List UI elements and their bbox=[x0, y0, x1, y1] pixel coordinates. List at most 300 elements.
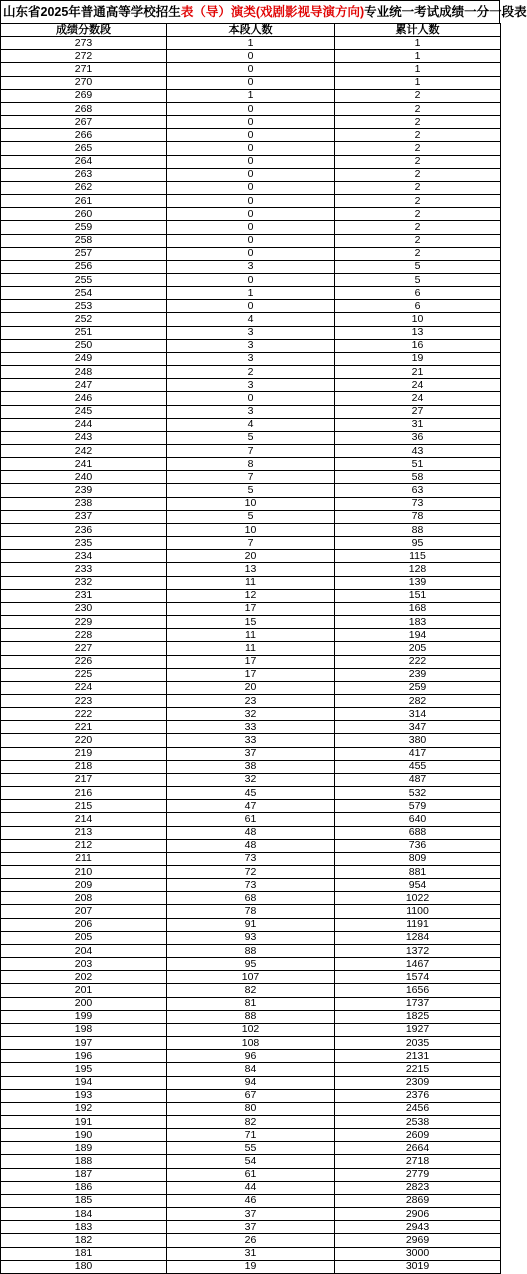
cell-cumulative-count: 1 bbox=[335, 37, 501, 50]
cell-score: 180 bbox=[1, 1260, 167, 1273]
cell-cumulative-count: 2 bbox=[335, 195, 501, 208]
cell-score: 212 bbox=[1, 839, 167, 852]
cell-score: 249 bbox=[1, 352, 167, 365]
table-row bbox=[1, 813, 501, 826]
cell-score: 192 bbox=[1, 1102, 167, 1115]
table-row bbox=[1, 958, 501, 971]
cell-score: 236 bbox=[1, 523, 167, 536]
cell-cumulative-count: 24 bbox=[335, 392, 501, 405]
table-row bbox=[1, 1089, 501, 1102]
cell-segment-count: 84 bbox=[167, 1063, 335, 1076]
table-row bbox=[1, 379, 501, 392]
cell-cumulative-count: 2 bbox=[335, 234, 501, 247]
cell-score: 194 bbox=[1, 1076, 167, 1089]
table-row bbox=[1, 63, 501, 76]
cell-segment-count: 108 bbox=[167, 1037, 335, 1050]
table-row bbox=[1, 826, 501, 839]
cell-score: 206 bbox=[1, 918, 167, 931]
cell-segment-count: 88 bbox=[167, 1010, 335, 1023]
cell-segment-count: 0 bbox=[167, 116, 335, 129]
cell-cumulative-count: 73 bbox=[335, 497, 501, 510]
cell-cumulative-count: 27 bbox=[335, 405, 501, 418]
cell-segment-count: 32 bbox=[167, 773, 335, 786]
cell-score: 211 bbox=[1, 852, 167, 865]
cell-score: 210 bbox=[1, 866, 167, 879]
cell-segment-count: 80 bbox=[167, 1102, 335, 1115]
cell-segment-count: 0 bbox=[167, 129, 335, 142]
table-row bbox=[1, 905, 501, 918]
table-row bbox=[1, 708, 501, 721]
cell-segment-count: 0 bbox=[167, 168, 335, 181]
cell-cumulative-count: 2 bbox=[335, 142, 501, 155]
table-row bbox=[1, 1208, 501, 1221]
table-row bbox=[1, 366, 501, 379]
table-row bbox=[1, 563, 501, 576]
cell-segment-count: 107 bbox=[167, 971, 335, 984]
cell-score: 230 bbox=[1, 602, 167, 615]
table-row bbox=[1, 405, 501, 418]
cell-cumulative-count: 239 bbox=[335, 668, 501, 681]
cell-score: 217 bbox=[1, 773, 167, 786]
cell-cumulative-count: 2131 bbox=[335, 1050, 501, 1063]
cell-cumulative-count: 417 bbox=[335, 747, 501, 760]
cell-segment-count: 46 bbox=[167, 1194, 335, 1207]
cell-segment-count: 17 bbox=[167, 602, 335, 615]
cell-cumulative-count: 347 bbox=[335, 721, 501, 734]
cell-score: 201 bbox=[1, 984, 167, 997]
cell-segment-count: 71 bbox=[167, 1129, 335, 1142]
cell-cumulative-count: 88 bbox=[335, 523, 501, 536]
cell-segment-count: 61 bbox=[167, 813, 335, 826]
table-row bbox=[1, 1115, 501, 1128]
table-row bbox=[1, 866, 501, 879]
cell-segment-count: 94 bbox=[167, 1076, 335, 1089]
cell-cumulative-count: 736 bbox=[335, 839, 501, 852]
cell-cumulative-count: 128 bbox=[335, 563, 501, 576]
table-row bbox=[1, 326, 501, 339]
cell-score: 260 bbox=[1, 208, 167, 221]
cell-score: 265 bbox=[1, 142, 167, 155]
cell-score: 235 bbox=[1, 537, 167, 550]
cell-segment-count: 37 bbox=[167, 1221, 335, 1234]
cell-cumulative-count: 487 bbox=[335, 773, 501, 786]
cell-cumulative-count: 183 bbox=[335, 616, 501, 629]
cell-cumulative-count: 2309 bbox=[335, 1076, 501, 1089]
table-row bbox=[1, 300, 501, 313]
cell-segment-count: 33 bbox=[167, 721, 335, 734]
cell-segment-count: 11 bbox=[167, 629, 335, 642]
table-row bbox=[1, 655, 501, 668]
cell-score: 224 bbox=[1, 681, 167, 694]
cell-cumulative-count: 3019 bbox=[335, 1260, 501, 1273]
cell-segment-count: 37 bbox=[167, 747, 335, 760]
cell-score: 195 bbox=[1, 1063, 167, 1076]
cell-cumulative-count: 2718 bbox=[335, 1155, 501, 1168]
cell-score: 258 bbox=[1, 234, 167, 247]
table-row bbox=[1, 984, 501, 997]
cell-segment-count: 4 bbox=[167, 418, 335, 431]
cell-cumulative-count: 2969 bbox=[335, 1234, 501, 1247]
cell-cumulative-count: 1 bbox=[335, 76, 501, 89]
table-row bbox=[1, 721, 501, 734]
cell-score: 186 bbox=[1, 1181, 167, 1194]
cell-cumulative-count: 314 bbox=[335, 708, 501, 721]
cell-score: 269 bbox=[1, 89, 167, 102]
cell-cumulative-count: 2943 bbox=[335, 1221, 501, 1234]
table-row bbox=[1, 944, 501, 957]
cell-segment-count: 0 bbox=[167, 102, 335, 115]
table-row bbox=[1, 208, 501, 221]
cell-score: 237 bbox=[1, 510, 167, 523]
cell-score: 263 bbox=[1, 168, 167, 181]
cell-cumulative-count: 1737 bbox=[335, 997, 501, 1010]
cell-score: 239 bbox=[1, 484, 167, 497]
cell-cumulative-count: 1 bbox=[335, 63, 501, 76]
table-row bbox=[1, 1076, 501, 1089]
table-row bbox=[1, 1063, 501, 1076]
header-segment-count: 本段人数 bbox=[167, 24, 335, 37]
cell-cumulative-count: 259 bbox=[335, 681, 501, 694]
cell-cumulative-count: 532 bbox=[335, 787, 501, 800]
cell-segment-count: 0 bbox=[167, 221, 335, 234]
cell-cumulative-count: 2538 bbox=[335, 1115, 501, 1128]
cell-score: 267 bbox=[1, 116, 167, 129]
cell-score: 228 bbox=[1, 629, 167, 642]
table-row bbox=[1, 234, 501, 247]
cell-segment-count: 1 bbox=[167, 287, 335, 300]
cell-segment-count: 1 bbox=[167, 89, 335, 102]
cell-cumulative-count: 58 bbox=[335, 471, 501, 484]
cell-segment-count: 10 bbox=[167, 497, 335, 510]
table-row bbox=[1, 668, 501, 681]
cell-cumulative-count: 2 bbox=[335, 181, 501, 194]
cell-cumulative-count: 36 bbox=[335, 431, 501, 444]
cell-cumulative-count: 2779 bbox=[335, 1168, 501, 1181]
cell-score: 241 bbox=[1, 458, 167, 471]
table-row bbox=[1, 734, 501, 747]
table-row bbox=[1, 431, 501, 444]
cell-cumulative-count: 16 bbox=[335, 339, 501, 352]
cell-segment-count: 4 bbox=[167, 313, 335, 326]
cell-score: 198 bbox=[1, 1023, 167, 1036]
cell-score: 185 bbox=[1, 1194, 167, 1207]
cell-segment-count: 0 bbox=[167, 181, 335, 194]
cell-segment-count: 95 bbox=[167, 958, 335, 971]
table-row bbox=[1, 37, 501, 50]
cell-segment-count: 15 bbox=[167, 616, 335, 629]
table-row bbox=[1, 129, 501, 142]
cell-segment-count: 26 bbox=[167, 1234, 335, 1247]
cell-segment-count: 0 bbox=[167, 273, 335, 286]
table-row bbox=[1, 1129, 501, 1142]
table-row bbox=[1, 642, 501, 655]
cell-score: 229 bbox=[1, 616, 167, 629]
cell-cumulative-count: 6 bbox=[335, 300, 501, 313]
table-row bbox=[1, 260, 501, 273]
cell-segment-count: 48 bbox=[167, 826, 335, 839]
cell-segment-count: 54 bbox=[167, 1155, 335, 1168]
cell-cumulative-count: 2823 bbox=[335, 1181, 501, 1194]
cell-segment-count: 11 bbox=[167, 576, 335, 589]
cell-cumulative-count: 78 bbox=[335, 510, 501, 523]
cell-segment-count: 44 bbox=[167, 1181, 335, 1194]
cell-segment-count: 19 bbox=[167, 1260, 335, 1273]
table-row bbox=[1, 155, 501, 168]
table-row bbox=[1, 273, 501, 286]
table-row bbox=[1, 287, 501, 300]
cell-segment-count: 72 bbox=[167, 866, 335, 879]
cell-score: 220 bbox=[1, 734, 167, 747]
cell-score: 190 bbox=[1, 1129, 167, 1142]
cell-cumulative-count: 2215 bbox=[335, 1063, 501, 1076]
table-body bbox=[1, 37, 501, 1274]
cell-score: 222 bbox=[1, 708, 167, 721]
cell-score: 257 bbox=[1, 247, 167, 260]
cell-segment-count: 11 bbox=[167, 642, 335, 655]
cell-segment-count: 5 bbox=[167, 431, 335, 444]
title-part-3: 专业统一考试成绩一分一段表 bbox=[364, 5, 527, 19]
table-row bbox=[1, 918, 501, 931]
cell-cumulative-count: 282 bbox=[335, 694, 501, 707]
cell-segment-count: 0 bbox=[167, 300, 335, 313]
cell-segment-count: 10 bbox=[167, 523, 335, 536]
cell-segment-count: 0 bbox=[167, 247, 335, 260]
table-row bbox=[1, 50, 501, 63]
table-row bbox=[1, 181, 501, 194]
table-row bbox=[1, 1142, 501, 1155]
cell-segment-count: 5 bbox=[167, 484, 335, 497]
cell-segment-count: 3 bbox=[167, 352, 335, 365]
table-row bbox=[1, 523, 501, 536]
table-row bbox=[1, 1037, 501, 1050]
cell-cumulative-count: 2 bbox=[335, 116, 501, 129]
cell-score: 231 bbox=[1, 589, 167, 602]
table-row bbox=[1, 1023, 501, 1036]
table-row bbox=[1, 168, 501, 181]
cell-segment-count: 96 bbox=[167, 1050, 335, 1063]
cell-segment-count: 45 bbox=[167, 787, 335, 800]
cell-score: 244 bbox=[1, 418, 167, 431]
cell-segment-count: 55 bbox=[167, 1142, 335, 1155]
cell-score: 225 bbox=[1, 668, 167, 681]
table-row bbox=[1, 510, 501, 523]
cell-segment-count: 17 bbox=[167, 668, 335, 681]
cell-score: 248 bbox=[1, 366, 167, 379]
cell-segment-count: 20 bbox=[167, 550, 335, 563]
cell-score: 238 bbox=[1, 497, 167, 510]
table-row bbox=[1, 1247, 501, 1260]
cell-cumulative-count: 194 bbox=[335, 629, 501, 642]
cell-cumulative-count: 2376 bbox=[335, 1089, 501, 1102]
cell-segment-count: 47 bbox=[167, 800, 335, 813]
table-row bbox=[1, 1194, 501, 1207]
cell-segment-count: 67 bbox=[167, 1089, 335, 1102]
table-row bbox=[1, 484, 501, 497]
cell-cumulative-count: 3000 bbox=[335, 1247, 501, 1260]
cell-cumulative-count: 10 bbox=[335, 313, 501, 326]
table-row bbox=[1, 339, 501, 352]
table-row bbox=[1, 1010, 501, 1023]
cell-cumulative-count: 1927 bbox=[335, 1023, 501, 1036]
table-row bbox=[1, 1155, 501, 1168]
table-row bbox=[1, 879, 501, 892]
cell-cumulative-count: 2 bbox=[335, 129, 501, 142]
cell-cumulative-count: 95 bbox=[335, 537, 501, 550]
cell-cumulative-count: 2035 bbox=[335, 1037, 501, 1050]
cell-cumulative-count: 51 bbox=[335, 458, 501, 471]
table-row bbox=[1, 221, 501, 234]
cell-segment-count: 37 bbox=[167, 1208, 335, 1221]
cell-cumulative-count: 2664 bbox=[335, 1142, 501, 1155]
cell-score: 271 bbox=[1, 63, 167, 76]
cell-score: 272 bbox=[1, 50, 167, 63]
table-row bbox=[1, 392, 501, 405]
cell-segment-count: 8 bbox=[167, 458, 335, 471]
cell-segment-count: 73 bbox=[167, 879, 335, 892]
cell-segment-count: 0 bbox=[167, 155, 335, 168]
cell-score: 197 bbox=[1, 1037, 167, 1050]
table-row bbox=[1, 352, 501, 365]
cell-segment-count: 73 bbox=[167, 852, 335, 865]
cell-score: 200 bbox=[1, 997, 167, 1010]
cell-score: 252 bbox=[1, 313, 167, 326]
table-row bbox=[1, 787, 501, 800]
cell-cumulative-count: 2906 bbox=[335, 1208, 501, 1221]
table-row bbox=[1, 1260, 501, 1273]
cell-cumulative-count: 1825 bbox=[335, 1010, 501, 1023]
cell-score: 254 bbox=[1, 287, 167, 300]
table-row bbox=[1, 629, 501, 642]
header-score: 成绩分数段 bbox=[1, 24, 167, 37]
cell-segment-count: 3 bbox=[167, 405, 335, 418]
table-row bbox=[1, 839, 501, 852]
header-cumulative-count: 累计人数 bbox=[335, 24, 501, 37]
cell-cumulative-count: 31 bbox=[335, 418, 501, 431]
cell-cumulative-count: 2 bbox=[335, 89, 501, 102]
cell-segment-count: 88 bbox=[167, 944, 335, 957]
cell-score: 259 bbox=[1, 221, 167, 234]
cell-score: 196 bbox=[1, 1050, 167, 1063]
cell-segment-count: 23 bbox=[167, 694, 335, 707]
cell-segment-count: 48 bbox=[167, 839, 335, 852]
cell-score: 218 bbox=[1, 760, 167, 773]
cell-cumulative-count: 1100 bbox=[335, 905, 501, 918]
table-row bbox=[1, 458, 501, 471]
cell-score: 207 bbox=[1, 905, 167, 918]
cell-segment-count: 13 bbox=[167, 563, 335, 576]
cell-segment-count: 0 bbox=[167, 195, 335, 208]
cell-cumulative-count: 1372 bbox=[335, 944, 501, 957]
table-row bbox=[1, 445, 501, 458]
cell-cumulative-count: 1467 bbox=[335, 958, 501, 971]
cell-segment-count: 7 bbox=[167, 471, 335, 484]
table-row bbox=[1, 971, 501, 984]
cell-cumulative-count: 2 bbox=[335, 155, 501, 168]
cell-score: 191 bbox=[1, 1115, 167, 1128]
cell-score: 234 bbox=[1, 550, 167, 563]
cell-cumulative-count: 2 bbox=[335, 221, 501, 234]
cell-score: 204 bbox=[1, 944, 167, 957]
cell-score: 188 bbox=[1, 1155, 167, 1168]
cell-segment-count: 3 bbox=[167, 379, 335, 392]
cell-segment-count: 0 bbox=[167, 50, 335, 63]
cell-segment-count: 81 bbox=[167, 997, 335, 1010]
table-row bbox=[1, 1050, 501, 1063]
cell-cumulative-count: 380 bbox=[335, 734, 501, 747]
cell-cumulative-count: 5 bbox=[335, 273, 501, 286]
cell-segment-count: 102 bbox=[167, 1023, 335, 1036]
cell-segment-count: 91 bbox=[167, 918, 335, 931]
cell-cumulative-count: 1 bbox=[335, 50, 501, 63]
cell-cumulative-count: 2 bbox=[335, 208, 501, 221]
table-header-row bbox=[1, 24, 501, 37]
cell-segment-count: 7 bbox=[167, 445, 335, 458]
cell-score: 183 bbox=[1, 1221, 167, 1234]
cell-segment-count: 5 bbox=[167, 510, 335, 523]
table-row bbox=[1, 102, 501, 115]
cell-segment-count: 68 bbox=[167, 892, 335, 905]
cell-score: 189 bbox=[1, 1142, 167, 1155]
cell-score: 264 bbox=[1, 155, 167, 168]
table-row bbox=[1, 195, 501, 208]
cell-segment-count: 82 bbox=[167, 1115, 335, 1128]
cell-segment-count: 33 bbox=[167, 734, 335, 747]
cell-score: 187 bbox=[1, 1168, 167, 1181]
table-row bbox=[1, 892, 501, 905]
cell-segment-count: 7 bbox=[167, 537, 335, 550]
cell-score: 247 bbox=[1, 379, 167, 392]
cell-cumulative-count: 1656 bbox=[335, 984, 501, 997]
cell-segment-count: 93 bbox=[167, 931, 335, 944]
cell-cumulative-count: 455 bbox=[335, 760, 501, 773]
cell-score: 208 bbox=[1, 892, 167, 905]
title-part-2-highlight: 表（导）演类(戏剧影视导演方向) bbox=[180, 5, 365, 19]
cell-cumulative-count: 688 bbox=[335, 826, 501, 839]
cell-score: 199 bbox=[1, 1010, 167, 1023]
cell-score: 193 bbox=[1, 1089, 167, 1102]
cell-segment-count: 3 bbox=[167, 339, 335, 352]
table-row bbox=[1, 418, 501, 431]
cell-score: 203 bbox=[1, 958, 167, 971]
cell-segment-count: 31 bbox=[167, 1247, 335, 1260]
cell-cumulative-count: 1022 bbox=[335, 892, 501, 905]
cell-cumulative-count: 640 bbox=[335, 813, 501, 826]
cell-cumulative-count: 63 bbox=[335, 484, 501, 497]
cell-segment-count: 0 bbox=[167, 142, 335, 155]
cell-segment-count: 20 bbox=[167, 681, 335, 694]
cell-score: 209 bbox=[1, 879, 167, 892]
cell-cumulative-count: 1574 bbox=[335, 971, 501, 984]
cell-score: 223 bbox=[1, 694, 167, 707]
cell-segment-count: 0 bbox=[167, 208, 335, 221]
cell-score: 266 bbox=[1, 129, 167, 142]
table-row bbox=[1, 576, 501, 589]
table-row bbox=[1, 616, 501, 629]
cell-cumulative-count: 24 bbox=[335, 379, 501, 392]
cell-cumulative-count: 1284 bbox=[335, 931, 501, 944]
table-row bbox=[1, 142, 501, 155]
title-part-1: 山东省2025年普通高等学校招生 bbox=[3, 5, 181, 19]
cell-cumulative-count: 2 bbox=[335, 102, 501, 115]
cell-score: 253 bbox=[1, 300, 167, 313]
cell-score: 240 bbox=[1, 471, 167, 484]
cell-cumulative-count: 2456 bbox=[335, 1102, 501, 1115]
cell-score: 245 bbox=[1, 405, 167, 418]
table-row bbox=[1, 800, 501, 813]
cell-cumulative-count: 43 bbox=[335, 445, 501, 458]
cell-cumulative-count: 2 bbox=[335, 168, 501, 181]
cell-cumulative-count: 151 bbox=[335, 589, 501, 602]
